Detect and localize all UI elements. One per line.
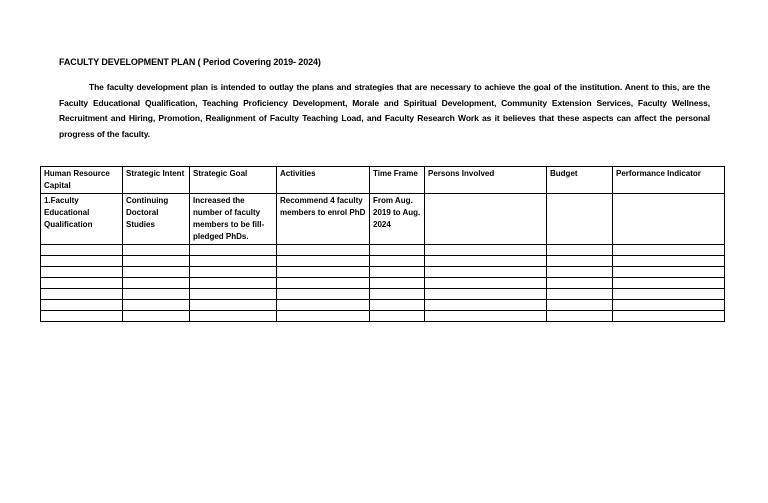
empty-cell [123, 311, 190, 322]
empty-cell [613, 278, 725, 289]
empty-cell [547, 278, 613, 289]
document-title: FACULTY DEVELOPMENT PLAN ( Period Covering 2019- 2024) [59, 57, 321, 67]
empty-cell [613, 300, 725, 311]
header-strategic-intent: Strategic Intent [123, 167, 190, 194]
empty-cell [547, 267, 613, 278]
empty-cell [277, 256, 370, 267]
empty-cell [425, 289, 547, 300]
cell-performance-indicator [613, 194, 725, 245]
cell-time-frame: From Aug. 2019 to Aug. 2024 [370, 194, 425, 245]
empty-cell [41, 267, 123, 278]
empty-cell [190, 267, 277, 278]
table-row-empty [41, 311, 725, 322]
cell-strategic-goal: Increased the number of faculty members to be fill-pledged PhDs. [190, 194, 277, 245]
empty-cell [123, 278, 190, 289]
empty-cell [613, 289, 725, 300]
empty-cell [41, 256, 123, 267]
empty-cell [547, 300, 613, 311]
empty-cell [277, 278, 370, 289]
cell-human-resource-capital: 1.Faculty Educational Qualification [41, 194, 123, 245]
empty-cell [547, 311, 613, 322]
empty-cell [123, 267, 190, 278]
empty-cell [190, 245, 277, 256]
table-row-empty [41, 300, 725, 311]
development-plan-table [40, 166, 725, 322]
header-budget: Budget [547, 167, 613, 194]
empty-cell [425, 311, 547, 322]
empty-cell [370, 267, 425, 278]
empty-cell [190, 311, 277, 322]
empty-cell [41, 289, 123, 300]
empty-cell [370, 311, 425, 322]
header-performance-indicator: Performance Indicator [613, 167, 725, 194]
empty-cell [370, 245, 425, 256]
header-strategic-goal: Strategic Goal [190, 167, 277, 194]
empty-cell [277, 311, 370, 322]
empty-cell [370, 300, 425, 311]
cell-strategic-intent: Continuing Doctoral Studies [123, 194, 190, 245]
table-header-row [41, 167, 725, 194]
empty-cell [425, 256, 547, 267]
empty-cell [41, 245, 123, 256]
empty-cell [547, 289, 613, 300]
empty-cell [123, 289, 190, 300]
empty-cell [613, 311, 725, 322]
intro-paragraph: The faculty development plan is intended to outlay the plans and strategies that are necessary to achieve the goal of the institution. Anent to this, are the Faculty Educational Qualification, Teaching Proficiency Development, Morale and Spiritual Development, Community Extension Services, Faculty Wellness, Recruitment and Hiring, Promotion, Realignment of Faculty Teaching Load, and Faculty Research Work as it believes that these aspects can affect the personal progress of the faculty. [59, 82, 710, 139]
table-row-empty [41, 256, 725, 267]
empty-cell [613, 245, 725, 256]
cell-budget [547, 194, 613, 245]
header-persons-involved: Persons Involved [425, 167, 547, 194]
empty-cell [425, 267, 547, 278]
cell-persons-involved [425, 194, 547, 245]
table-row-empty [41, 245, 725, 256]
table-row-empty [41, 289, 725, 300]
empty-cell [370, 278, 425, 289]
table-row-empty [41, 278, 725, 289]
empty-cell [613, 267, 725, 278]
header-time-frame: Time Frame [370, 167, 425, 194]
empty-cell [370, 289, 425, 300]
table-row [41, 194, 725, 245]
empty-cell [41, 278, 123, 289]
empty-cell [190, 289, 277, 300]
header-human-resource-capital: Human Resource Capital [41, 167, 123, 194]
empty-cell [123, 300, 190, 311]
empty-cell [425, 245, 547, 256]
cell-activities: Recommend 4 faculty members to enrol PhD [277, 194, 370, 245]
empty-cell [547, 245, 613, 256]
empty-cell [613, 256, 725, 267]
empty-cell [277, 300, 370, 311]
empty-cell [190, 256, 277, 267]
empty-cell [425, 300, 547, 311]
empty-cell [41, 300, 123, 311]
empty-cell [277, 267, 370, 278]
table-row-empty [41, 267, 725, 278]
empty-cell [190, 300, 277, 311]
empty-cell [370, 256, 425, 267]
empty-cell [123, 256, 190, 267]
empty-cell [123, 245, 190, 256]
empty-cell [277, 245, 370, 256]
empty-cell [547, 256, 613, 267]
empty-cell [277, 289, 370, 300]
empty-cell [425, 278, 547, 289]
empty-cell [190, 278, 277, 289]
empty-cell [41, 311, 123, 322]
header-activities: Activities [277, 167, 370, 194]
